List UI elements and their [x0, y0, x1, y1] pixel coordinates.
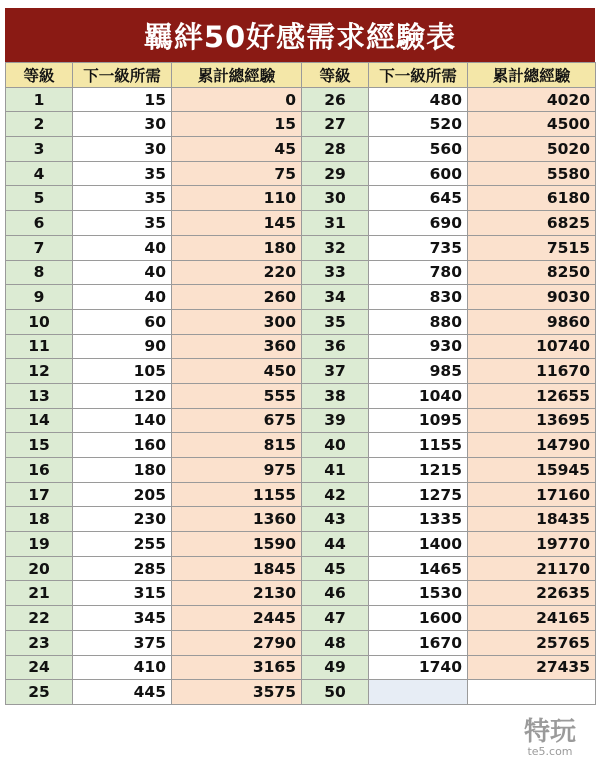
next-cell: 780	[369, 260, 468, 285]
next-cell: 205	[73, 482, 172, 507]
watermark-main: 特玩	[523, 717, 576, 747]
next-cell: 105	[73, 359, 172, 384]
level-cell: 15	[6, 433, 73, 458]
table-row	[6, 655, 596, 680]
next-cell: 1530	[369, 581, 468, 606]
total-cell: 15945	[468, 458, 596, 483]
total-cell: 13695	[468, 408, 596, 433]
level-cell: 8	[6, 260, 73, 285]
next-cell: 690	[369, 211, 468, 236]
next-cell: 930	[369, 334, 468, 359]
total-cell: 25765	[468, 630, 596, 655]
level-cell: 14	[6, 408, 73, 433]
table-row	[6, 408, 596, 433]
level-cell: 33	[302, 260, 369, 285]
total-cell: 1845	[172, 556, 302, 581]
table-row	[6, 211, 596, 236]
level-cell: 11	[6, 334, 73, 359]
next-cell: 140	[73, 408, 172, 433]
level-cell: 46	[302, 581, 369, 606]
level-cell: 42	[302, 482, 369, 507]
next-cell: 315	[73, 581, 172, 606]
next-cell: 230	[73, 507, 172, 532]
header-level-right: 等級	[302, 63, 369, 88]
total-cell: 5580	[468, 161, 596, 186]
total-cell: 9860	[468, 309, 596, 334]
level-cell: 24	[6, 655, 73, 680]
table-title: 羈絆50好感需求經驗表	[5, 8, 595, 62]
experience-table	[5, 62, 596, 705]
total-cell: 3575	[172, 680, 302, 705]
level-cell: 43	[302, 507, 369, 532]
table-row	[6, 161, 596, 186]
total-cell: 15	[172, 112, 302, 137]
table-row	[6, 112, 596, 137]
table-row	[6, 309, 596, 334]
header-row	[6, 63, 596, 88]
total-cell: 14790	[468, 433, 596, 458]
next-cell: 15	[73, 87, 172, 112]
header-level-left: 等級	[6, 63, 73, 88]
level-cell: 13	[6, 383, 73, 408]
table-row	[6, 581, 596, 606]
level-cell: 9	[6, 285, 73, 310]
level-cell: 37	[302, 359, 369, 384]
total-cell: 18435	[468, 507, 596, 532]
next-cell: 120	[73, 383, 172, 408]
level-cell: 50	[302, 680, 369, 705]
total-cell: 9030	[468, 285, 596, 310]
header-next-left: 下一級所需	[73, 63, 172, 88]
total-cell: 11670	[468, 359, 596, 384]
level-cell: 23	[6, 630, 73, 655]
table-row	[6, 556, 596, 581]
next-cell: 410	[73, 655, 172, 680]
level-cell: 35	[302, 309, 369, 334]
level-cell: 5	[6, 186, 73, 211]
next-cell: 1215	[369, 458, 468, 483]
total-cell: 3165	[172, 655, 302, 680]
level-cell: 20	[6, 556, 73, 581]
total-cell: 45	[172, 137, 302, 162]
level-cell: 45	[302, 556, 369, 581]
table-row	[6, 334, 596, 359]
next-cell: 1600	[369, 606, 468, 631]
next-cell: 520	[369, 112, 468, 137]
level-cell: 18	[6, 507, 73, 532]
table-row	[6, 186, 596, 211]
total-cell: 27435	[468, 655, 596, 680]
next-cell: 285	[73, 556, 172, 581]
table-row	[6, 235, 596, 260]
next-cell: 35	[73, 186, 172, 211]
total-cell: 10740	[468, 334, 596, 359]
next-cell	[369, 680, 468, 705]
level-cell: 31	[302, 211, 369, 236]
next-cell: 40	[73, 235, 172, 260]
level-cell: 49	[302, 655, 369, 680]
level-cell: 25	[6, 680, 73, 705]
level-cell: 40	[302, 433, 369, 458]
next-cell: 1670	[369, 630, 468, 655]
next-cell: 30	[73, 112, 172, 137]
table-row	[6, 680, 596, 705]
level-cell: 19	[6, 532, 73, 557]
next-cell: 60	[73, 309, 172, 334]
next-cell: 40	[73, 285, 172, 310]
table-row	[6, 507, 596, 532]
table-row	[6, 532, 596, 557]
table-row	[6, 606, 596, 631]
header-total-left: 累計總經驗	[172, 63, 302, 88]
total-cell: 2790	[172, 630, 302, 655]
next-cell: 1040	[369, 383, 468, 408]
table-row	[6, 285, 596, 310]
total-cell: 110	[172, 186, 302, 211]
table-row	[6, 630, 596, 655]
next-cell: 1095	[369, 408, 468, 433]
next-cell: 40	[73, 260, 172, 285]
level-cell: 36	[302, 334, 369, 359]
total-cell: 1155	[172, 482, 302, 507]
total-cell: 1590	[172, 532, 302, 557]
total-cell: 555	[172, 383, 302, 408]
level-cell: 41	[302, 458, 369, 483]
level-cell: 2	[6, 112, 73, 137]
level-cell: 7	[6, 235, 73, 260]
level-cell: 27	[302, 112, 369, 137]
total-cell: 21170	[468, 556, 596, 581]
next-cell: 985	[369, 359, 468, 384]
next-cell: 1155	[369, 433, 468, 458]
next-cell: 35	[73, 161, 172, 186]
level-cell: 47	[302, 606, 369, 631]
next-cell: 1465	[369, 556, 468, 581]
total-cell: 17160	[468, 482, 596, 507]
total-cell: 180	[172, 235, 302, 260]
next-cell: 180	[73, 458, 172, 483]
level-cell: 16	[6, 458, 73, 483]
level-cell: 28	[302, 137, 369, 162]
level-cell: 10	[6, 309, 73, 334]
level-cell: 17	[6, 482, 73, 507]
total-cell: 5020	[468, 137, 596, 162]
level-cell: 48	[302, 630, 369, 655]
header-next-right: 下一級所需	[369, 63, 468, 88]
level-cell: 4	[6, 161, 73, 186]
next-cell: 35	[73, 211, 172, 236]
total-cell: 2130	[172, 581, 302, 606]
total-cell: 0	[172, 87, 302, 112]
level-cell: 26	[302, 87, 369, 112]
next-cell: 375	[73, 630, 172, 655]
next-cell: 645	[369, 186, 468, 211]
table-row	[6, 137, 596, 162]
next-cell: 830	[369, 285, 468, 310]
level-cell: 1	[6, 87, 73, 112]
next-cell: 560	[369, 137, 468, 162]
total-cell: 24165	[468, 606, 596, 631]
table-row	[6, 87, 596, 112]
level-cell: 3	[6, 137, 73, 162]
watermark-site: te5.com	[527, 745, 573, 758]
total-cell: 6180	[468, 186, 596, 211]
total-cell: 22635	[468, 581, 596, 606]
table-row	[6, 383, 596, 408]
total-cell: 260	[172, 285, 302, 310]
total-cell: 300	[172, 309, 302, 334]
level-cell: 39	[302, 408, 369, 433]
next-cell: 1275	[369, 482, 468, 507]
total-cell	[468, 680, 596, 705]
next-cell: 1740	[369, 655, 468, 680]
total-cell: 12655	[468, 383, 596, 408]
total-cell: 8250	[468, 260, 596, 285]
level-cell: 22	[6, 606, 73, 631]
table-row	[6, 433, 596, 458]
total-cell: 675	[172, 408, 302, 433]
total-cell: 6825	[468, 211, 596, 236]
table-row	[6, 260, 596, 285]
total-cell: 360	[172, 334, 302, 359]
level-cell: 6	[6, 211, 73, 236]
next-cell: 160	[73, 433, 172, 458]
level-cell: 21	[6, 581, 73, 606]
next-cell: 255	[73, 532, 172, 557]
next-cell: 735	[369, 235, 468, 260]
next-cell: 1335	[369, 507, 468, 532]
next-cell: 345	[73, 606, 172, 631]
level-cell: 38	[302, 383, 369, 408]
total-cell: 220	[172, 260, 302, 285]
total-cell: 19770	[468, 532, 596, 557]
table-row	[6, 458, 596, 483]
total-cell: 1360	[172, 507, 302, 532]
total-cell: 4500	[468, 112, 596, 137]
next-cell: 90	[73, 334, 172, 359]
total-cell: 815	[172, 433, 302, 458]
header-total-right: 累計總經驗	[468, 63, 596, 88]
level-cell: 44	[302, 532, 369, 557]
total-cell: 975	[172, 458, 302, 483]
next-cell: 1400	[369, 532, 468, 557]
total-cell: 145	[172, 211, 302, 236]
next-cell: 480	[369, 87, 468, 112]
next-cell: 600	[369, 161, 468, 186]
next-cell: 880	[369, 309, 468, 334]
level-cell: 12	[6, 359, 73, 384]
table-row	[6, 359, 596, 384]
level-cell: 34	[302, 285, 369, 310]
total-cell: 75	[172, 161, 302, 186]
total-cell: 7515	[468, 235, 596, 260]
level-cell: 32	[302, 235, 369, 260]
table-row	[6, 482, 596, 507]
total-cell: 2445	[172, 606, 302, 631]
level-cell: 29	[302, 161, 369, 186]
total-cell: 450	[172, 359, 302, 384]
watermark-logo	[504, 711, 596, 765]
level-cell: 30	[302, 186, 369, 211]
next-cell: 445	[73, 680, 172, 705]
next-cell: 30	[73, 137, 172, 162]
total-cell: 4020	[468, 87, 596, 112]
